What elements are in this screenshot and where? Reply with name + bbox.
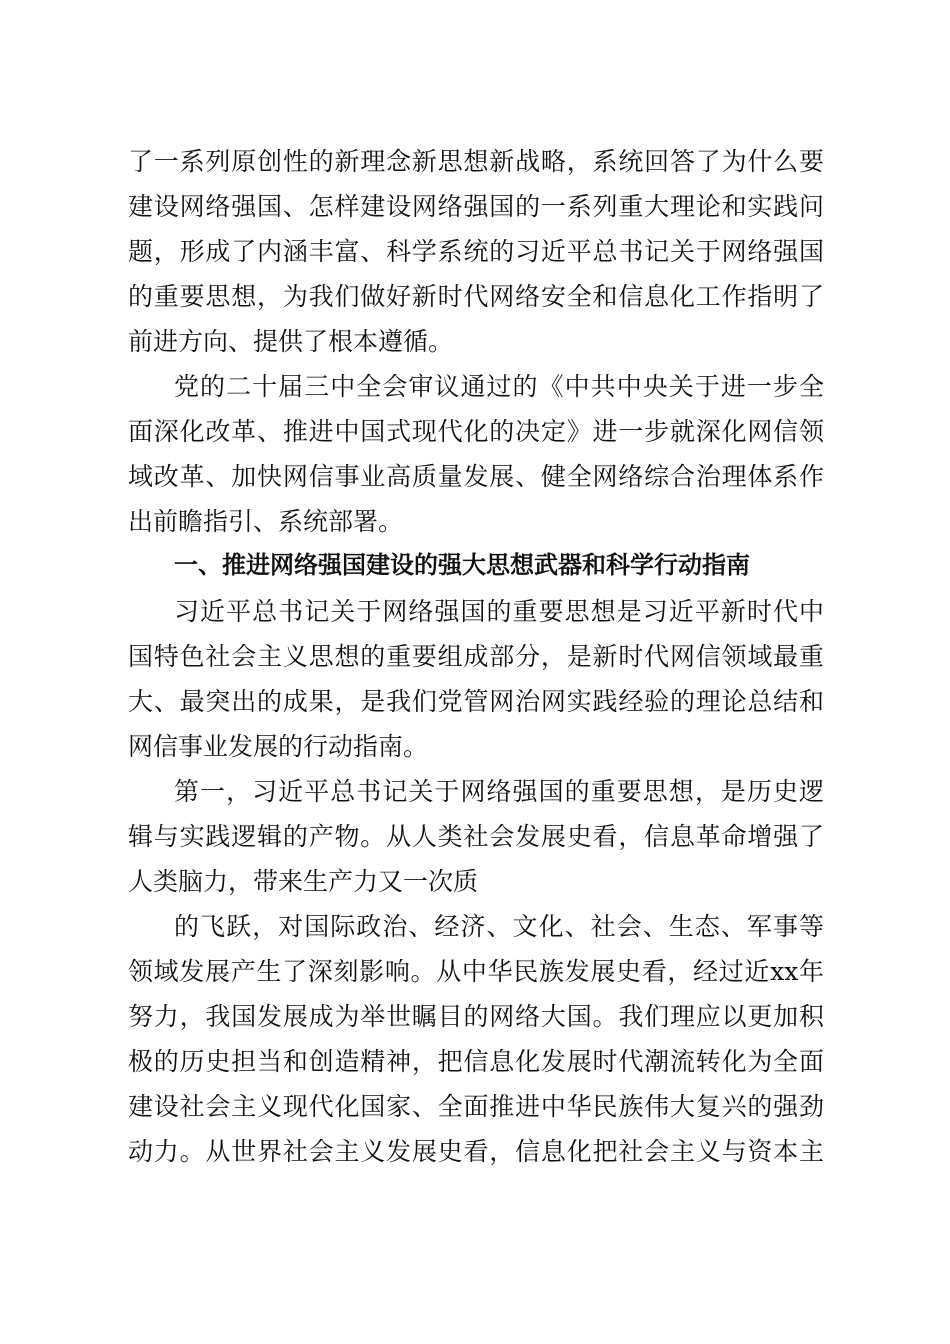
text-line-22: 建设社会主义现代化国家、全面推进中华民族伟大复兴的强劲: [128, 1092, 824, 1121]
text-line-20: 努力，我国发展成为举世瞩目的网络大国。我们理应以更加积: [128, 1002, 824, 1031]
text-line-2: 建设网络强国、怎样建设网络强国的一系列重大理论和实践问: [128, 192, 824, 221]
text-line-14: 网信事业发展的行动指南。: [128, 732, 429, 761]
text-line-6: 党的二十届三中全会审议通过的《中共中央关于进一步全: [174, 372, 824, 401]
text-line-5: 前进方向、提供了根本遵循。: [128, 327, 454, 356]
text-line-13: 大、最突出的成果，是我们党管网治网实践经验的理论总结和: [128, 687, 824, 716]
text-line-4: 的重要思想，为我们做好新时代网络安全和信息化工作指明了: [128, 282, 824, 311]
text-line-18: 的飞跃，对国际政治、经济、文化、社会、生态、军事等: [174, 912, 824, 941]
text-line-3: 题，形成了内涵丰富、科学系统的习近平总书记关于网络强国: [128, 237, 824, 266]
text-line-1: 了一系列原创性的新理念新思想新战略，系统回答了为什么要: [128, 147, 824, 176]
text-line-16: 辑与实践逻辑的产物。从人类社会发展史看，信息革命增强了: [128, 822, 824, 851]
text-line-11: 习近平总书记关于网络强国的重要思想是习近平新时代中: [174, 597, 824, 626]
text-line-21: 极的历史担当和创造精神，把信息化发展时代潮流转化为全面: [128, 1047, 824, 1076]
text-line-19: 领域发展产生了深刻影响。从中华民族发展史看，经过近xx年: [128, 957, 824, 986]
text-line-12: 国特色社会主义思想的重要组成部分，是新时代网信领域最重: [128, 642, 824, 671]
text-line-9: 出前瞻指引、系统部署。: [128, 507, 404, 536]
text-line-15: 第一，习近平总书记关于网络强国的重要思想，是历史逻: [174, 777, 824, 806]
section-heading: 一、推进网络强国建设的强大思想武器和科学行动指南: [174, 551, 750, 579]
text-line-7: 面深化改革、推进中国式现代化的决定》进一步就深化网信领: [128, 417, 824, 446]
text-line-8: 域改革、加快网信事业高质量发展、健全网络综合治理体系作: [128, 462, 824, 491]
text-line-17: 人类脑力，带来生产力又一次质: [128, 867, 479, 896]
text-line-23: 动力。从世界社会主义发展史看，信息化把社会主义与资本主: [128, 1137, 824, 1166]
